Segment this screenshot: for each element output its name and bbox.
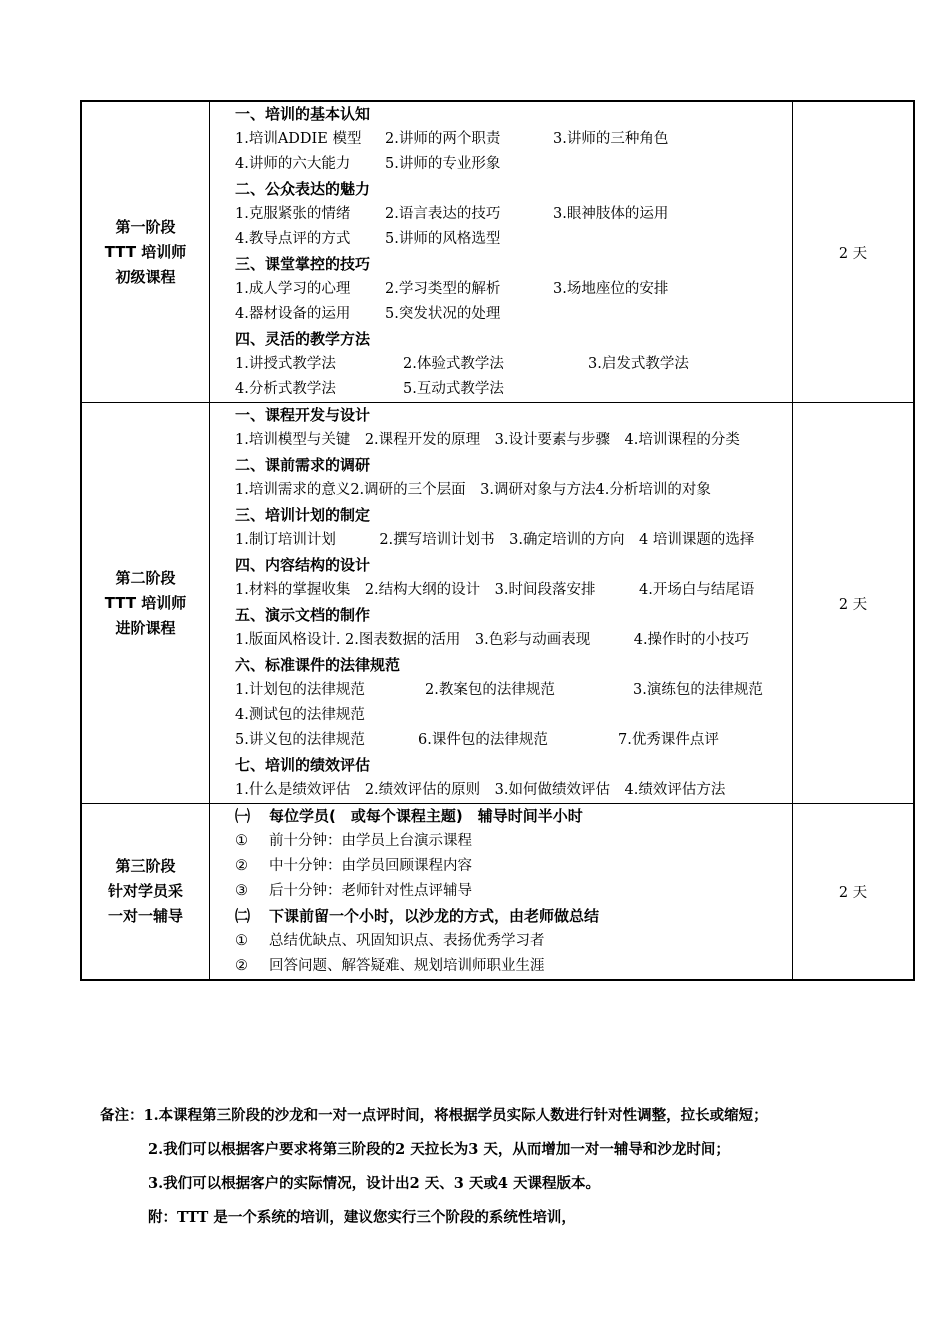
item-row xyxy=(235,703,784,728)
item: 3.启发式教学法 xyxy=(588,356,689,372)
item: 2.教案包的法律规范 xyxy=(425,682,555,698)
item: 3.眼神肢体的运用 xyxy=(553,206,669,222)
stage3-title-line: 针对学员采 xyxy=(107,882,183,900)
notes-label: 备注： xyxy=(100,1107,144,1124)
stage1-row xyxy=(81,101,914,403)
note-line: 附：TTT 是一个系统的培训，建议您实行三个阶段的系统性培训， xyxy=(148,1209,576,1226)
stage2-title-line: TTT 培训师 xyxy=(104,593,187,612)
item: 2.体验式教学法 xyxy=(403,356,504,372)
stage3-days: 2 天 xyxy=(793,804,915,981)
item: 5.讲师的专业形象 xyxy=(385,156,501,172)
part-text: 下课前留一个小时，以沙龙的方式，由老师做总结 xyxy=(269,907,600,925)
note-line: 2.我们可以根据客户要求将第三阶段的2 天拉长为3 天，从而增加一对一辅导和沙龙时间； xyxy=(148,1141,730,1158)
item: 4.测试包的法律规范 xyxy=(235,707,365,723)
note-text: 1.本课程第三阶段的沙龙和一对一点评时间，将根据学员实际人数进行针对性调整，拉长或缩短； xyxy=(143,1107,768,1124)
section-heading: 七、培训的绩效评估 xyxy=(235,756,371,774)
item: 4.讲师的六大能力 xyxy=(235,156,351,172)
item: 2.语言表达的技巧 xyxy=(385,206,501,222)
stage3-title-line: 一对一辅导 xyxy=(107,907,183,925)
item-row xyxy=(235,127,784,152)
list-item xyxy=(235,929,784,954)
stage2-content xyxy=(210,403,793,804)
item-marker: ① xyxy=(235,833,248,849)
stage1-title-line: TTT 培训师 xyxy=(104,242,187,261)
part-heading xyxy=(235,804,784,829)
stage1-sections xyxy=(235,102,784,402)
part-heading xyxy=(235,904,784,929)
item-text: 中十分钟：由学员回顾课程内容 xyxy=(269,858,472,874)
section-text: 1.什么是绩效评估 2.绩效评估的原则 3.如何做绩效评估 4.绩效评估方法 xyxy=(235,782,726,798)
item: 3.演练包的法律规范 xyxy=(633,682,763,698)
item-text: 回答问题、解答疑难、规划培训师职业生涯 xyxy=(269,958,545,974)
section-heading: 一、培训的基本认知 xyxy=(235,105,371,123)
stage2-days: 2 天 xyxy=(793,403,915,804)
item: 3.场地座位的安排 xyxy=(553,281,669,297)
item-text: 前十分钟：由学员上台演示课程 xyxy=(269,833,472,849)
section-heading: 六、标准课件的法律规范 xyxy=(235,656,401,674)
stage2-title-line: 第二阶段 xyxy=(115,568,176,587)
item: 5.讲师的风格选型 xyxy=(385,231,501,247)
item-row xyxy=(235,302,784,327)
item: 1.计划包的法律规范 xyxy=(235,682,365,698)
item-row xyxy=(235,678,784,703)
list-item xyxy=(235,829,784,854)
item-text: 总结优缺点、巩固知识点、表扬优秀学习者 xyxy=(269,933,545,949)
section-text: 1.培训模型与关键 2.课程开发的原理 3.设计要素与步骤 4.培训课程的分类 xyxy=(235,432,740,448)
stage2-title-line: 进阶课程 xyxy=(115,618,176,637)
stage2-title xyxy=(81,403,210,804)
part-text: 每位学员( 或每个课程主题) 辅导时间半小时 xyxy=(269,807,583,825)
stage3-content xyxy=(210,804,793,981)
stage1-days: 2 天 xyxy=(793,101,915,403)
stage1-title xyxy=(81,101,210,403)
note-line: 3.我们可以根据客户的实际情况，设计出2 天、3 天或4 天课程版本。 xyxy=(148,1175,601,1192)
section-heading: 五、演示文档的制作 xyxy=(235,606,371,624)
item-marker: ② xyxy=(235,858,248,874)
item-marker: ③ xyxy=(235,883,248,899)
section-heading: 四、内容结构的设计 xyxy=(235,556,371,574)
item: 4.器材设备的运用 xyxy=(235,306,351,322)
course-table xyxy=(80,100,915,981)
item-text: 后十分钟：老师针对性点评辅导 xyxy=(269,883,472,899)
section-heading: 一、课程开发与设计 xyxy=(235,406,371,424)
item: 2.学习类型的解析 xyxy=(385,281,501,297)
stage1-title-line: 第一阶段 xyxy=(115,217,176,236)
stage3-title-line: 第三阶段 xyxy=(115,857,176,875)
item-row xyxy=(235,227,784,252)
list-item xyxy=(235,879,784,904)
section-text: 1.版面风格设计. 2.图表数据的活用 3.色彩与动画表现 4.操作时的小技巧 xyxy=(235,632,750,648)
item-marker: ② xyxy=(235,958,248,974)
stage1-title-line: 初级课程 xyxy=(115,267,176,286)
item-row xyxy=(235,277,784,302)
note-line xyxy=(100,1103,768,1137)
item: 1.培训ADDIE 模型 xyxy=(235,131,362,147)
stage2-row xyxy=(81,403,914,804)
item: 7.优秀课件点评 xyxy=(618,732,719,748)
notes xyxy=(100,1103,768,1239)
section-text: 1.制订培训计划 2.撰写培训计划书 3.确定培训的方向 4 培训课题的选择 xyxy=(235,532,755,548)
item: 1.讲授式教学法 xyxy=(235,356,336,372)
stage1-content xyxy=(210,101,793,403)
section-heading: 三、培训计划的制定 xyxy=(235,506,371,524)
item: 5.讲义包的法律规范 xyxy=(235,732,365,748)
item-row xyxy=(235,377,784,402)
section-heading: 三、课堂掌控的技巧 xyxy=(235,255,371,273)
section-text: 1.培训需求的意义2.调研的三个层面 3.调研对象与方法4.分析培训的对象 xyxy=(235,482,711,498)
item-row xyxy=(235,352,784,377)
item-row xyxy=(235,202,784,227)
item: 5.突发状况的处理 xyxy=(385,306,501,322)
section-text: 1.材料的掌握收集 2.结构大纲的设计 3.时间段落安排 4.开场白与结尾语 xyxy=(235,582,755,598)
item: 1.克服紧张的情绪 xyxy=(235,206,351,222)
list-item xyxy=(235,854,784,879)
section-heading: 二、公众表达的魅力 xyxy=(235,180,371,198)
item-marker: ① xyxy=(235,933,248,949)
item: 4.分析式教学法 xyxy=(235,381,336,397)
part-marker: ㈡ xyxy=(235,907,251,925)
item: 2.讲师的两个职责 xyxy=(385,131,501,147)
section-heading: 四、灵活的教学方法 xyxy=(235,330,371,348)
item: 1.成人学习的心理 xyxy=(235,281,351,297)
item: 6.课件包的法律规范 xyxy=(418,732,548,748)
section-heading: 二、课前需求的调研 xyxy=(235,456,371,474)
item-row xyxy=(235,728,784,753)
item: 3.讲师的三种角色 xyxy=(553,131,669,147)
item-row xyxy=(235,152,784,177)
item: 5.互动式教学法 xyxy=(403,381,504,397)
item: 4.教导点评的方式 xyxy=(235,231,351,247)
stage3-row xyxy=(81,804,914,981)
stage3-title xyxy=(81,804,210,981)
part-marker: ㈠ xyxy=(235,807,251,825)
list-item xyxy=(235,954,784,979)
